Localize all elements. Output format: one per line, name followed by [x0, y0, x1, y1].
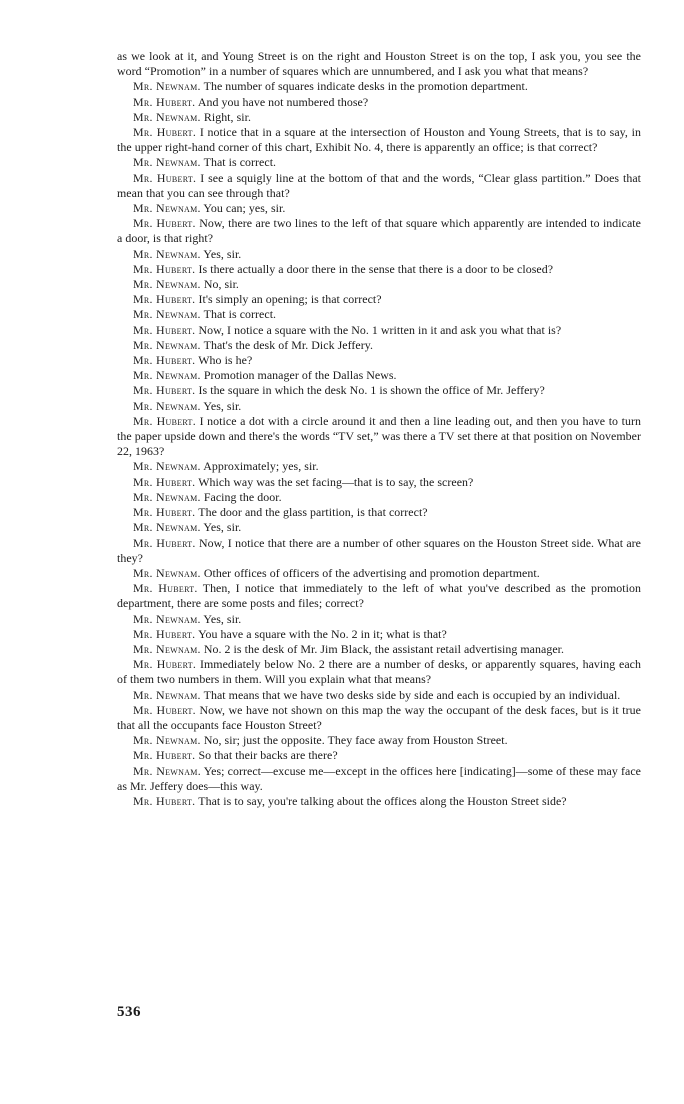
speaker-name: Mr. Newnam. [133, 733, 201, 748]
paragraph-text: Now, there are two lines to the left of that square which apparently are intended to indicate a door, is that right? [117, 216, 641, 246]
paragraph-text: Now, I notice that there are a number of other squares on the Houston Street side. What are they? [117, 535, 641, 565]
paragraph-text: That is to say, you're talking about the offices along the Houston Street side? [198, 793, 567, 808]
speaker-name: Mr. Hubert. [133, 702, 196, 717]
speaker-name: Mr. Newnam. [133, 201, 201, 216]
testimony-paragraph [117, 307, 641, 322]
paragraph-text: I notice that in a square at the intersection of Houston and Young Streets, that is to say, in the upper right-hand corner of this chart, Exhibit No. 4, there is apparently an office; is that correct? [117, 125, 641, 155]
speaker-name: Mr. Newnam. [133, 368, 201, 383]
testimony-paragraph [117, 764, 641, 794]
paragraph-text: Yes, sir. [203, 611, 242, 626]
paragraph-text: Right, sir. [203, 109, 251, 124]
paragraph-text: No, sir; just the opposite. They face away from Houston Street. [203, 733, 508, 748]
testimony-paragraph [117, 794, 641, 809]
testimony-paragraph [117, 323, 641, 338]
testimony-paragraph [117, 505, 641, 520]
testimony-paragraph [117, 95, 641, 110]
testimony-paragraph [117, 216, 641, 246]
paragraph-text: That is correct. [203, 307, 277, 322]
testimony-paragraph [117, 368, 641, 383]
testimony-paragraph [117, 155, 641, 170]
testimony-paragraph [117, 247, 641, 262]
testimony-paragraph [117, 262, 641, 277]
testimony-paragraph [117, 79, 641, 94]
paragraph-text: You have a square with the No. 2 in it; what is that? [198, 626, 447, 641]
speaker-name: Mr. Hubert. [133, 322, 196, 337]
paragraph-text: Facing the door. [203, 489, 282, 504]
speaker-name: Mr. Hubert. [133, 292, 196, 307]
paragraph-text: That's the desk of Mr. Dick Jeffery. [203, 337, 374, 352]
testimony-paragraph [117, 292, 641, 307]
page-number: 536 [117, 1004, 141, 1020]
testimony-paragraph [117, 201, 641, 216]
speaker-name: Mr. Hubert. [133, 793, 196, 808]
paragraph-text: No, sir. [203, 277, 239, 292]
speaker-name: Mr. Newnam. [133, 489, 201, 504]
testimony-paragraph [117, 459, 641, 474]
paragraph-text: Who is he? [198, 353, 253, 368]
testimony-paragraph [117, 399, 641, 414]
speaker-name: Mr. Hubert. [133, 505, 196, 520]
paragraph-text: The number of squares indicate desks in the promotion department. [203, 79, 528, 94]
testimony-paragraph [117, 383, 641, 398]
paragraph-text: Now, we have not shown on this map the way the occupant of the desk faces, but is it true that all the occupants face Houston Street? [117, 702, 641, 732]
paragraph-text: Yes, sir. [203, 246, 242, 261]
speaker-name: Mr. Hubert. [133, 748, 196, 763]
testimony-paragraph [117, 566, 641, 581]
testimony-paragraph [117, 125, 641, 155]
testimony-paragraph [117, 414, 641, 460]
speaker-name: Mr. Hubert. [133, 125, 197, 140]
paragraph-text: Other offices of officers of the advertising and promotion department. [203, 565, 540, 580]
paragraph-text: Now, I notice a square with the No. 1 written in it and ask you what that is? [198, 322, 562, 337]
paragraph-text: I notice a dot with a circle around it and then a line leading out, and then you have to turn the paper upside down and there's the words “TV set,” was there a TV set there at that position on November 22, 1963? [117, 413, 641, 459]
paragraph-text: Is the square in which the desk No. 1 is shown the office of Mr. Jeffery? [198, 383, 545, 398]
paragraph-text: You can; yes, sir. [203, 201, 286, 216]
speaker-name: Mr. Hubert. [133, 261, 196, 276]
paragraph-text: Promotion manager of the Dallas News. [203, 368, 397, 383]
paragraph-text: as we look at it, and Young Street is on the right and Houston Street is on the top, I ask you, you see the word “Promotion” in a number of squares which are unnumbered, and I ask you what that means? [117, 49, 641, 79]
testimony-paragraph [117, 642, 641, 657]
paragraph-text: Which way was the set facing—that is to say, the screen? [198, 474, 474, 489]
testimony-paragraph [117, 110, 641, 125]
speaker-name: Mr. Hubert. [133, 581, 198, 596]
speaker-name: Mr. Hubert. [133, 353, 196, 368]
speaker-name: Mr. Newnam. [133, 398, 201, 413]
testimony-paragraph [117, 171, 641, 201]
testimony-paragraph [117, 627, 641, 642]
continued-paragraph [117, 49, 641, 79]
speaker-name: Mr. Newnam. [133, 79, 201, 94]
paragraph-text: Is there actually a door there in the sense that there is a door to be closed? [198, 261, 554, 276]
testimony-paragraph [117, 657, 641, 687]
speaker-name: Mr. Newnam. [133, 307, 201, 322]
speaker-name: Mr. Hubert. [133, 413, 197, 428]
testimony-paragraph [117, 612, 641, 627]
paragraph-text: That is correct. [203, 155, 277, 170]
testimony-paragraph [117, 520, 641, 535]
speaker-name: Mr. Newnam. [133, 520, 201, 535]
testimony-transcript [117, 49, 641, 809]
speaker-name: Mr. Hubert. [133, 216, 196, 231]
paragraph-text: And you have not numbered those? [197, 94, 369, 109]
testimony-paragraph [117, 277, 641, 292]
speaker-name: Mr. Newnam. [133, 687, 201, 702]
testimony-paragraph [117, 688, 641, 703]
paragraph-text: Yes, sir. [203, 398, 242, 413]
paragraph-text: Approximately; yes, sir. [203, 459, 319, 474]
speaker-name: Mr. Newnam. [133, 155, 201, 170]
paragraph-text: It's simply an opening; is that correct? [198, 292, 382, 307]
speaker-name: Mr. Newnam. [133, 459, 201, 474]
paragraph-text: Yes; correct—excuse me—except in the offices here [indicating]—some of these may face as Mr. Jeffery does—this way. [117, 763, 641, 793]
paragraph-text: So that their backs are there? [198, 748, 338, 763]
paragraph-text: That means that we have two desks side by side and each is occupied by an individual. [203, 687, 621, 702]
speaker-name: Mr. Hubert. [133, 383, 196, 398]
paragraph-text: Yes, sir. [203, 520, 242, 535]
speaker-name: Mr. Hubert. [133, 94, 196, 109]
testimony-paragraph [117, 703, 641, 733]
testimony-paragraph [117, 353, 641, 368]
testimony-paragraph [117, 536, 641, 566]
testimony-paragraph [117, 581, 641, 611]
paragraph-text: No. 2 is the desk of Mr. Jim Black, the assistant retail advertising manager. [203, 641, 565, 656]
testimony-paragraph [117, 338, 641, 353]
paragraph-text: I see a squigly line at the bottom of that and the words, “Clear glass partition.” Does that mean that you can see through that? [117, 170, 641, 200]
speaker-name: Mr. Newnam. [133, 246, 201, 261]
speaker-name: Mr. Hubert. [133, 474, 196, 489]
transcript-page [117, 49, 641, 809]
testimony-paragraph [117, 748, 641, 763]
paragraph-text: Then, I notice that immediately to the left of what you've described as the promotion department, there are some posts and files; correct? [117, 581, 641, 611]
speaker-name: Mr. Newnam. [133, 611, 201, 626]
speaker-name: Mr. Hubert. [133, 626, 196, 641]
speaker-name: Mr. Newnam. [133, 565, 201, 580]
speaker-name: Mr. Newnam. [133, 337, 201, 352]
paragraph-text: Immediately below No. 2 there are a number of desks, or apparently squares, having each of them two numbers in them. Will you explain what that means? [117, 657, 641, 687]
testimony-paragraph [117, 475, 641, 490]
speaker-name: Mr. Newnam. [133, 641, 201, 656]
speaker-name: Mr. Newnam. [133, 109, 201, 124]
speaker-name: Mr. Newnam. [133, 277, 201, 292]
speaker-name: Mr. Hubert. [133, 535, 196, 550]
speaker-name: Mr. Hubert. [133, 170, 197, 185]
testimony-paragraph [117, 733, 641, 748]
speaker-name: Mr. Hubert. [133, 657, 197, 672]
testimony-paragraph [117, 490, 641, 505]
speaker-name: Mr. Newnam. [133, 763, 201, 778]
paragraph-text: The door and the glass partition, is that correct? [198, 505, 428, 520]
